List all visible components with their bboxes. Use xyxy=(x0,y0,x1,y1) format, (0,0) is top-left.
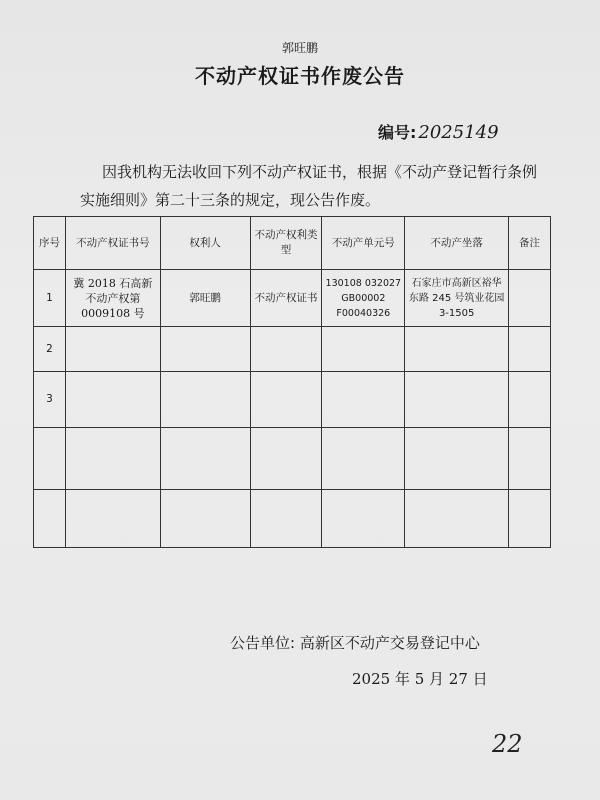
table-cell xyxy=(250,327,322,372)
table-cell xyxy=(160,327,250,372)
table-row xyxy=(34,327,551,372)
table-cell xyxy=(405,372,509,428)
table-cell: 2 xyxy=(34,327,66,372)
table-row xyxy=(34,490,551,548)
table-cell xyxy=(509,372,551,428)
table-cell xyxy=(322,327,405,372)
table-row xyxy=(34,372,551,428)
table-cell xyxy=(65,490,160,548)
table-cell xyxy=(509,270,551,327)
table-cell: 冀 2018 石高新不动产权第0009108 号 xyxy=(65,270,160,327)
owner-name-header: 郭旺鹏 xyxy=(281,41,318,55)
table-cell xyxy=(250,372,322,428)
table-cell xyxy=(34,490,66,548)
table-cell: 郭旺鹏 xyxy=(160,270,250,327)
column-header: 不动产坐落 xyxy=(405,217,509,270)
table-cell xyxy=(405,428,509,490)
table-cell: 1 xyxy=(34,270,66,327)
table-cell xyxy=(250,428,322,490)
announcement-paragraph: 因我机构无法收回下列不动产权证书，根据《不动产登记暂行条例实施细则》第二十三条的规定，现公告作废。 xyxy=(80,163,538,209)
column-header: 不动产权证书号 xyxy=(65,217,160,270)
table-cell xyxy=(160,490,250,548)
table-cell xyxy=(65,428,160,490)
table-cell xyxy=(322,490,405,548)
issue-date: 2025 年 5 月 27 日 xyxy=(352,670,488,688)
document-number-label: 编号: xyxy=(378,123,417,142)
table-cell xyxy=(160,372,250,428)
column-header: 权利人 xyxy=(160,217,250,270)
table-cell xyxy=(65,327,160,372)
column-header: 不动产单元号 xyxy=(322,217,405,270)
column-header: 备注 xyxy=(509,217,551,270)
table-cell xyxy=(65,372,160,428)
table-cell: 3 xyxy=(34,372,66,428)
table-row xyxy=(34,428,551,490)
column-header: 序号 xyxy=(34,217,66,270)
table-cell xyxy=(322,428,405,490)
table-cell: 130108 032027 GB00002 F00040326 xyxy=(322,270,405,327)
document-number xyxy=(378,120,499,143)
certificate-table xyxy=(33,216,551,548)
table-cell xyxy=(160,428,250,490)
table-header-row xyxy=(34,217,551,270)
table-cell: 不动产权证书 xyxy=(250,270,322,327)
handwritten-note: 22 xyxy=(492,730,523,758)
table-cell xyxy=(509,490,551,548)
table-cell xyxy=(34,428,66,490)
table-cell xyxy=(509,327,551,372)
column-header: 不动产权利类型 xyxy=(250,217,322,270)
table-row xyxy=(34,270,551,327)
table-cell xyxy=(405,327,509,372)
table-cell xyxy=(322,372,405,428)
document-number-value: 2025149 xyxy=(418,122,499,143)
table-cell xyxy=(250,490,322,548)
issuer-line: 公告单位: 高新区不动产交易登记中心 xyxy=(230,634,480,652)
table-cell: 石家庄市高新区裕华东路 245 号筑业花园 3-1505 xyxy=(405,270,509,327)
table-cell xyxy=(405,490,509,548)
table-cell xyxy=(509,428,551,490)
page-title: 不动产权证书作废公告 xyxy=(195,64,405,88)
